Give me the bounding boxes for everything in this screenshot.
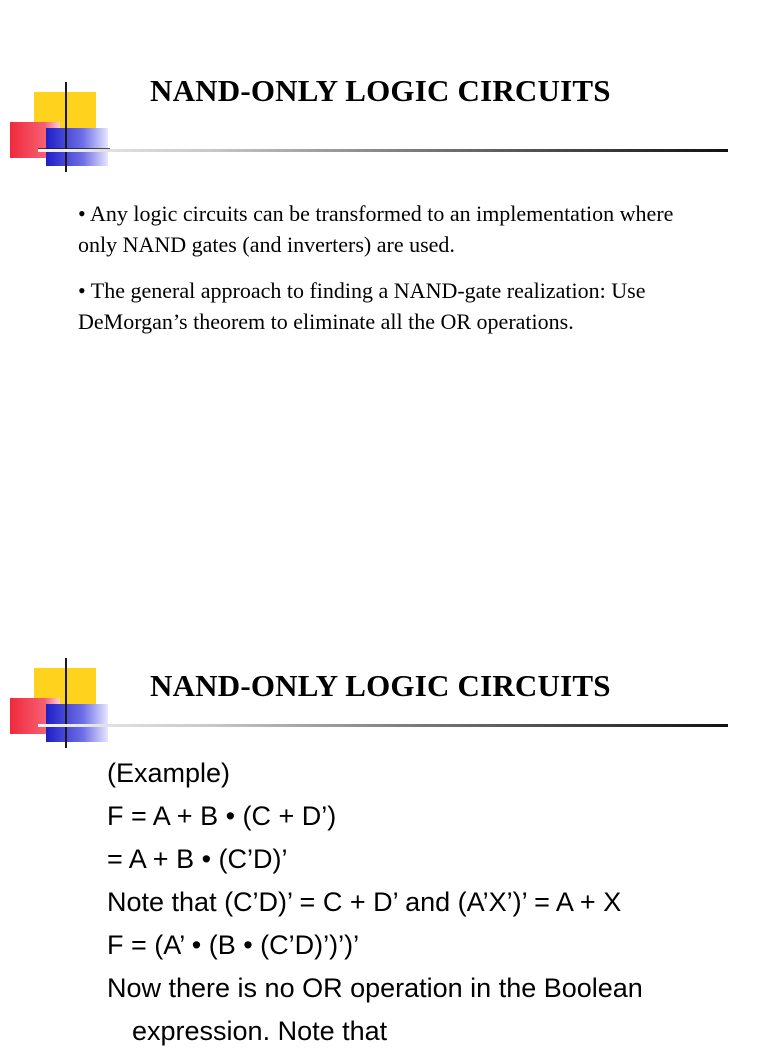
- text-line: Now there is no OR operation in the Boolean: [107, 973, 643, 1003]
- slide-logo-icon: [10, 82, 110, 172]
- title-underline-rule: [38, 149, 728, 152]
- slide-logo-icon: [10, 658, 110, 748]
- title-underline-rule: [38, 724, 728, 727]
- slide-body: [78, 198, 698, 352]
- example-line: (Example): [107, 758, 231, 788]
- equation-line: F = A + B • (C + D’): [107, 801, 337, 831]
- slide-title: NAND-ONLY LOGIC CIRCUITS: [150, 668, 611, 703]
- bullet-paragraph: • The general approach to finding a NAND-gate realization: Use DeMorgan’s theorem to eliminate all the OR operations.: [78, 278, 646, 334]
- note-line: Note that (C’D)’ = C + D’ and (A’X’)’ = A + X: [107, 887, 622, 917]
- logo-blue-square: [46, 128, 108, 166]
- bullet-paragraph: • Any logic circuits can be transformed to an implementation where only NAND gates (and inverters) are used.: [78, 201, 674, 257]
- slide-2: [0, 560, 768, 1046]
- equation-line: = A + B • (C’D)’: [107, 844, 288, 874]
- equation-line: F = (A’ • (B • (C’D)’)’)’: [107, 930, 360, 960]
- slide-title: NAND-ONLY LOGIC CIRCUITS: [150, 73, 611, 108]
- slide-body: [107, 752, 747, 1053]
- logo-blue-square: [46, 704, 108, 742]
- text-line: expression. Note that: [132, 1016, 388, 1046]
